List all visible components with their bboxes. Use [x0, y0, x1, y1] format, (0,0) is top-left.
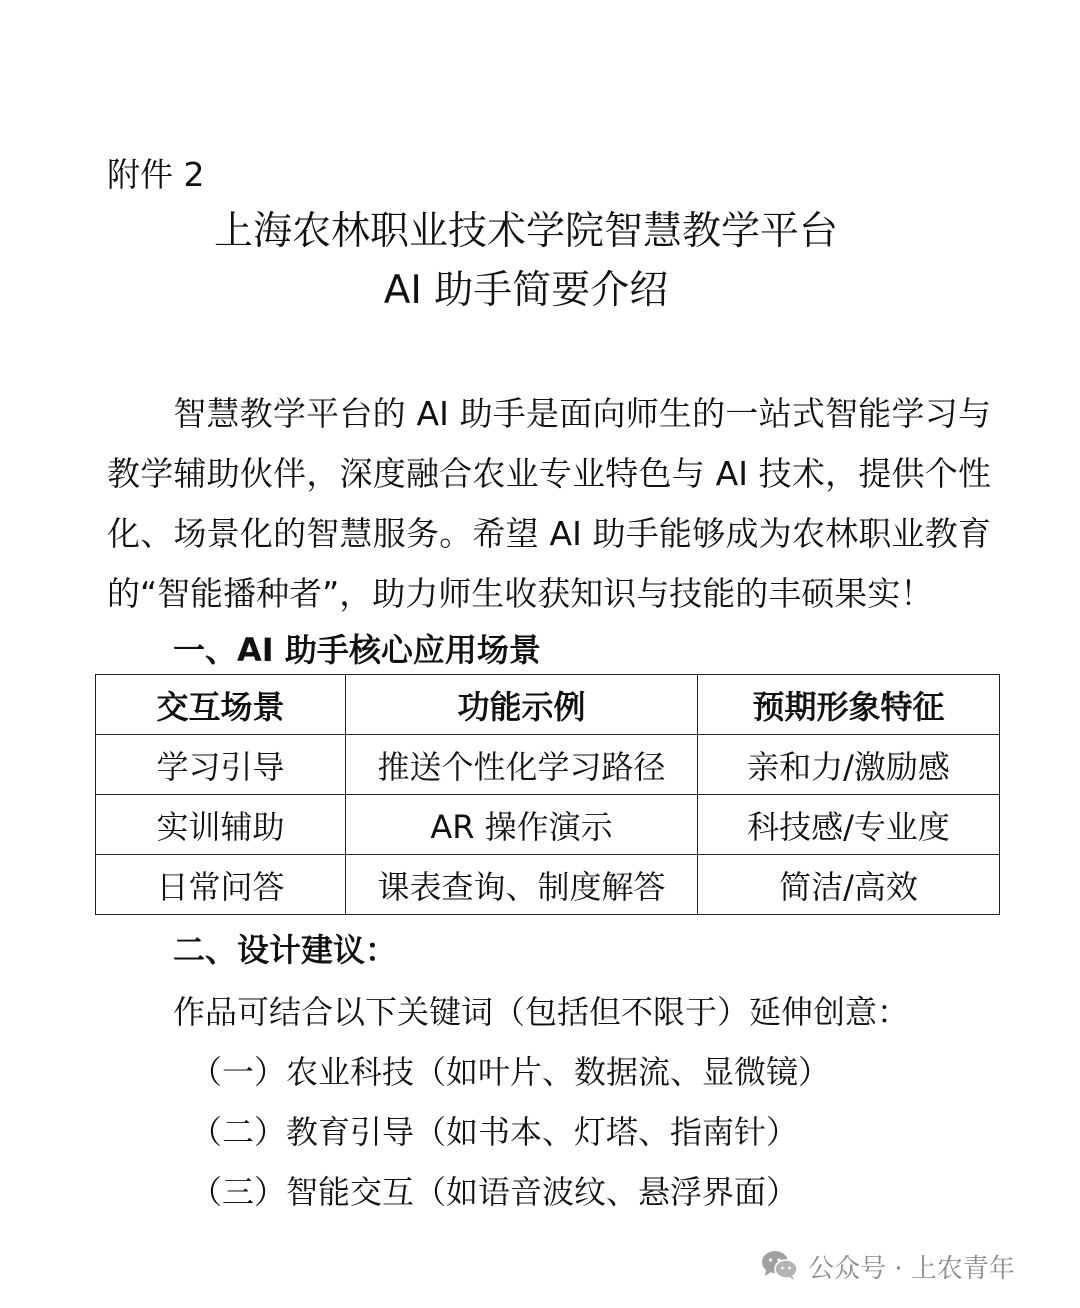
table-cell: 实训辅助 [96, 795, 346, 855]
table-cell: 课表查询、制度解答 [346, 855, 698, 915]
document-title-line1: 上海农林职业技术学院智慧教学平台 [213, 209, 838, 254]
intro-text: 智慧教学平台的 AI 助手是面向师生的一站式智能学习与教学辅助伙伴，深度融合农业专业特色与 AI 技术，提供个性化、场景化的智慧服务。希望 AI 助手能够成为农林职业教育的“智能播种者”，助力师生收获知识与技能的丰硕果实！ [107, 394, 991, 613]
table-cell: 亲和力/激励感 [698, 735, 1000, 795]
keyword-item: （一）农业科技（如叶片、数据流、显微镜） [190, 1053, 831, 1091]
table-cell: 学习引导 [96, 735, 346, 795]
table-cell: 推送个性化学习路径 [346, 735, 698, 795]
attachment-label: 附件 2 [107, 155, 205, 194]
table-cell: 科技感/专业度 [698, 795, 1000, 855]
section2-heading: 二、设计建议： [173, 931, 398, 969]
keyword-item: （二）教育引导（如书本、灯塔、指南针） [190, 1113, 799, 1151]
watermark [760, 1246, 1015, 1286]
table-cell: 简洁/高效 [698, 855, 1000, 915]
table-row [96, 735, 1000, 795]
keyword-item: （三）智能交互（如语音波纹、悬浮界面） [190, 1173, 799, 1211]
section1-heading: 一、AI 助手核心应用场景 [173, 631, 541, 669]
table-header-cell: 预期形象特征 [698, 675, 1000, 735]
table-header-cell: 功能示例 [346, 675, 698, 735]
watermark-text: 公众号 · 上农青年 [808, 1253, 1015, 1284]
table-row [96, 855, 1000, 915]
table-row [96, 795, 1000, 855]
table-header-row [96, 675, 1000, 735]
table-cell: AR 操作演示 [346, 795, 698, 855]
table-cell: 日常问答 [96, 855, 346, 915]
table-header-cell: 交互场景 [96, 675, 346, 735]
scenario-table [95, 674, 1000, 915]
wechat-icon [760, 1249, 800, 1283]
intro-paragraph [107, 384, 991, 624]
section2-lead: 作品可结合以下关键词（包括但不限于）延伸创意： [173, 993, 910, 1031]
document-title-line2: AI 助手简要介绍 [383, 268, 669, 313]
